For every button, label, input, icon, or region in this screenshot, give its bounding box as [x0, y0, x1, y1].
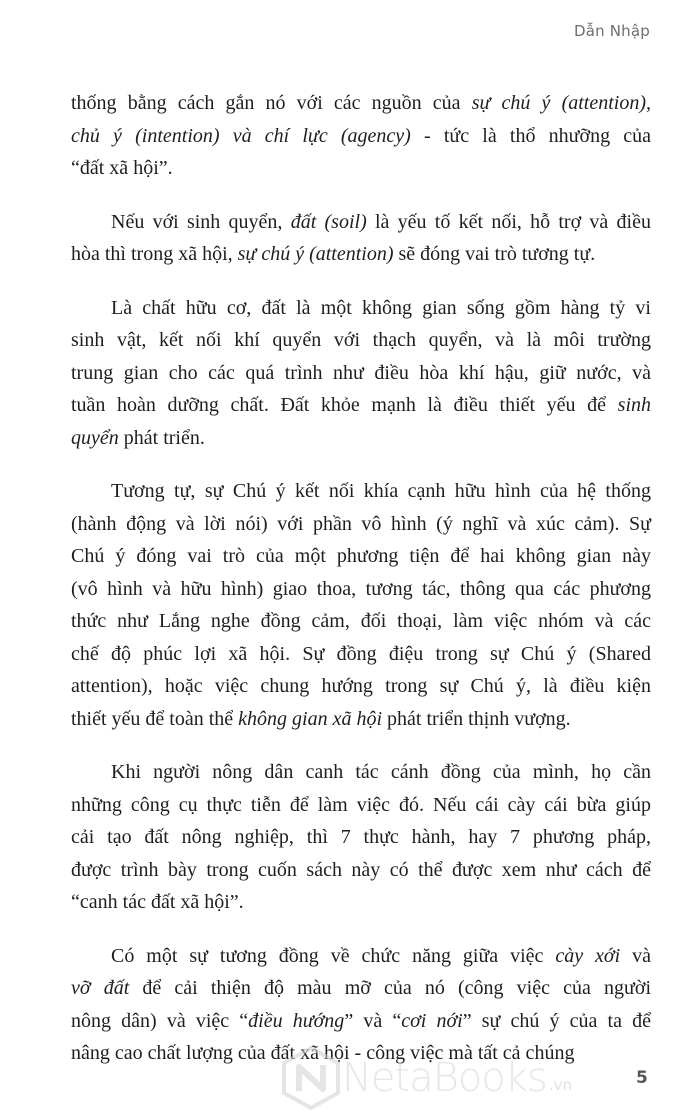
text-run: - tức là thổ nhưỡng của: [410, 124, 652, 147]
text-run: chế độ phúc lợi xã hội. Sự đồng điệu trong sự Chú ý (Shared: [71, 642, 651, 665]
text-run: Tương tự, sự Chú ý kết nối khía cạnh hữu hình của hệ thống: [111, 480, 651, 502]
text-line: [71, 605, 651, 638]
text-run: thống bằng cách gắn nó với các nguồn của: [71, 92, 472, 114]
text-run: Là chất hữu cơ, đất là một không gian sống gồm hàng tỷ vi: [111, 296, 651, 319]
text-line: [71, 789, 651, 822]
text-line: [71, 1005, 651, 1038]
italic-text: cơi nới: [401, 1009, 463, 1032]
text-run: “đất xã hội”.: [71, 157, 173, 179]
text-run: để cải thiện độ màu mỡ của nó (công việc của người: [129, 977, 651, 999]
text-line: [71, 886, 651, 919]
italic-text: sinh: [617, 394, 651, 416]
running-head: Dẫn Nhập: [573, 22, 650, 40]
text-run: thức như Lắng nghe đồng cảm, đối thoại, làm việc nhóm và các: [71, 610, 651, 632]
italic-text: sự chú ý (attention),: [471, 92, 651, 114]
text-line: [71, 854, 651, 887]
text-run: attention), hoặc việc chung hướng trong sự Chú ý, là điều kiện: [71, 675, 651, 697]
watermark-suffix: .vn: [548, 1076, 573, 1094]
text-line: [71, 389, 651, 422]
text-run: ” và “: [344, 1009, 402, 1032]
text-line: [71, 972, 651, 1005]
text-run: Chú ý đóng vai trò của một phương tiện để hai không gian này: [71, 545, 651, 567]
text-run: nâng cao chất lượng của đất xã hội - công việc mà tất cả chúng: [71, 1042, 575, 1064]
text-run: Khi người nông dân canh tác cánh đồng của mình, họ cần: [111, 761, 651, 783]
italic-text: không gian xã hội: [238, 707, 383, 730]
text-line: [71, 508, 651, 541]
text-run: và: [620, 944, 651, 967]
paragraph: [71, 292, 651, 455]
italic-text: quyển: [71, 426, 119, 449]
text-run: thiết yếu để toàn thể: [71, 707, 239, 730]
watermark: [280, 1045, 572, 1111]
text-line: [71, 756, 651, 789]
text-run: những công cụ thực tiễn để làm việc đó. Nếu cái cày cái bừa giúp: [71, 793, 651, 816]
text-run: được trình bày trong cuốn sách này có thể được xem như cách để: [71, 858, 651, 881]
text-line: [71, 670, 651, 703]
text-run: tuần hoàn dưỡng chất. Đất khỏe mạnh là điều thiết yếu để: [71, 394, 618, 416]
text-line: [71, 821, 651, 854]
italic-text: điều hướng: [248, 1009, 345, 1032]
text-run: trung gian cho các quá trình như điều hòa khí hậu, giữ nước, và: [71, 361, 651, 384]
text-run: phát triển.: [118, 426, 205, 449]
text-line: [71, 357, 651, 390]
text-run: nông dân) và việc “: [71, 1009, 249, 1032]
text-line: [71, 422, 651, 455]
text-line: [71, 638, 651, 671]
text-line: [71, 292, 651, 325]
text-run: hòa thì trong xã hội,: [71, 243, 238, 265]
text-line: [71, 87, 651, 120]
italic-text: cày xới: [555, 944, 621, 967]
text-line: [71, 475, 651, 508]
text-run: sinh vật, kết nối khí quyển với thạch quyển, và là môi trường: [71, 329, 651, 351]
text-line: [71, 940, 651, 973]
text-run: Có một sự tương đồng về chức năng giữa việc: [111, 944, 556, 967]
text-line: [71, 120, 651, 153]
text-line: [71, 703, 651, 736]
italic-text: vỡ đất: [71, 977, 130, 999]
text-run: cải tạo đất nông nghiệp, thì 7 thực hành, hay 7 phương pháp,: [71, 826, 651, 848]
italic-text: sự chú ý (attention): [237, 243, 394, 265]
paragraph: [71, 87, 651, 185]
text-run: “canh tác đất xã hội”.: [71, 891, 244, 913]
body-text: [71, 87, 651, 1091]
italic-text: chủ ý (intention) và chí lực (agency): [71, 124, 411, 147]
text-line: [71, 206, 651, 239]
text-run: (vô hình và hữu hình) giao thoa, tương tác, thông qua các phương: [71, 577, 651, 600]
text-line: [71, 540, 651, 573]
text-run: phát triển thịnh vượng.: [382, 707, 571, 730]
paragraph: [71, 206, 651, 271]
paragraph: [71, 475, 651, 735]
watermark-text: NetaBooks: [342, 1055, 547, 1101]
paragraph: [71, 756, 651, 919]
text-line: [71, 324, 651, 357]
text-run: sẽ đóng vai trò tương tự.: [393, 243, 596, 265]
text-run: ” sự chú ý của ta để: [462, 1009, 651, 1032]
text-run: (hành động và lời nói) với phần vô hình (ý nghĩ và xúc cảm). Sự: [71, 512, 651, 535]
text-line: [71, 152, 651, 185]
text-line: [71, 573, 651, 606]
page-number: 5: [636, 1068, 648, 1088]
netabooks-logo-icon: [280, 1045, 342, 1111]
text-run: Nếu với sinh quyển,: [111, 210, 291, 233]
text-line: [71, 238, 651, 271]
text-run: là yếu tố kết nối, hỗ trợ và điều: [366, 210, 651, 233]
italic-text: đất (soil): [290, 210, 367, 233]
